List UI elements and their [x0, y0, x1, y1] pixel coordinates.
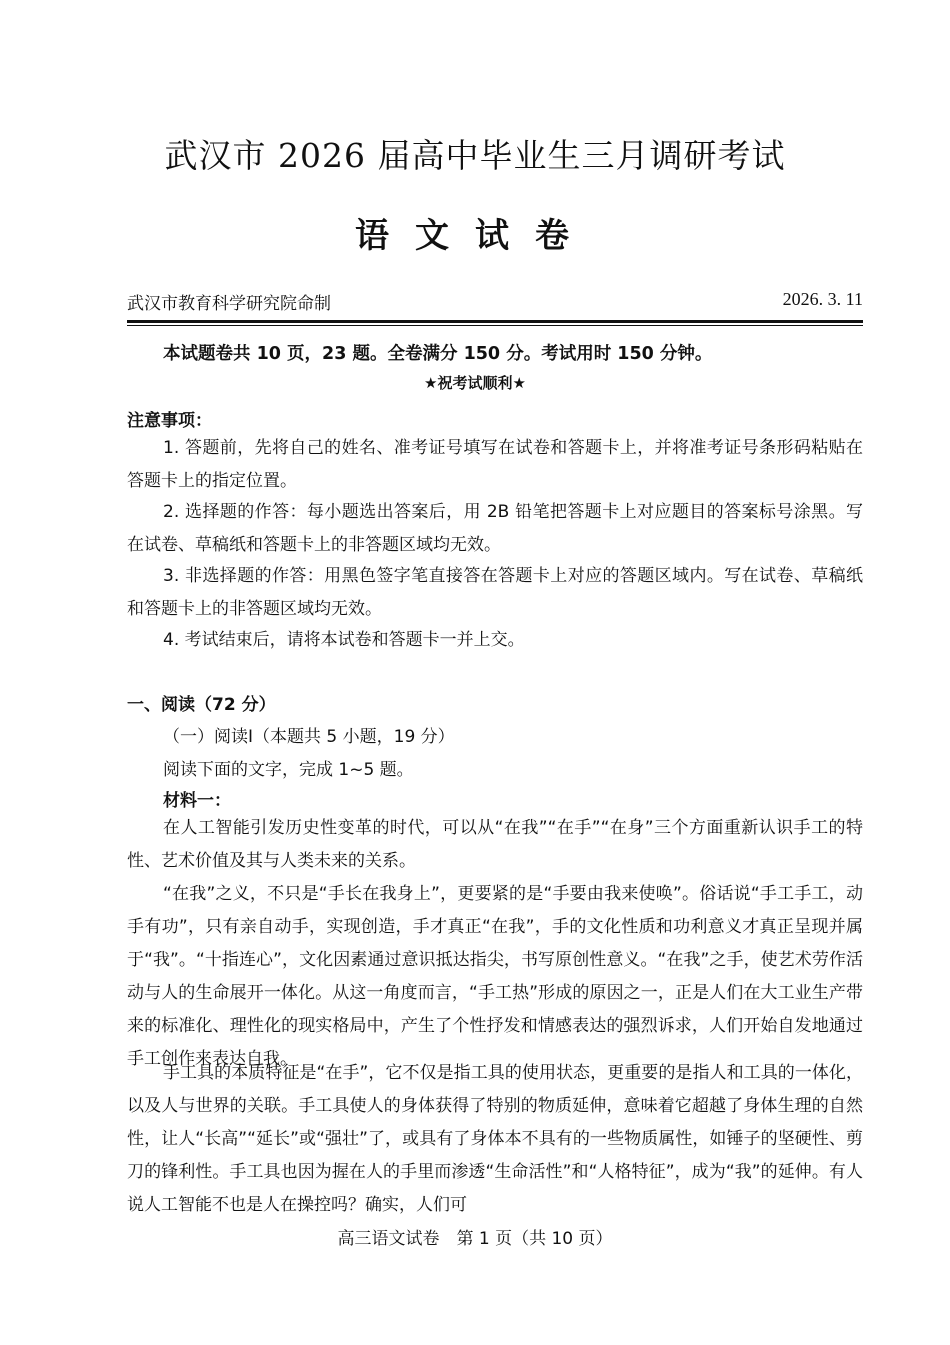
paragraph-1: 在人工智能引发历史性变革的时代，可以从“在我”“在手”“在身”三个方面重新认识手工的特性、艺术价值及其与人类未来的关系。: [127, 818, 863, 871]
header-rule-thin: [127, 325, 863, 326]
paragraph-2: “在我”之义，不只是“手长在我身上”，更要紧的是“手要由我来使唤”。俗话说“手工手工，动手有功”，只有亲自动手，实现创造，手才真正“在我”，手的文化性质和功利意义才真正呈现并属于“我”。“十指连心”，文化因素通过意识抵达指尖，书写原创性意义。“在我”之手，使艺术劳作活动与人的生命展开一体化。从这一角度而言，“手工热”形成的原因之一，正是人们在大工业生产带来的标准化、理性化的现实格局中，产生了个性抒发和情感表达的强烈诉求，人们开始自发地通过手工创作来表达自我。: [127, 884, 863, 1069]
note-item-3: 3. 非选择题的作答：用黑色签字笔直接答在答题卡上对应的答题区域内。写在试卷、草稿纸和答题卡上的非答题区域均无效。: [127, 566, 863, 619]
exam-info: 本试题卷共 10 页，23 题。全卷满分 150 分。考试用时 150 分钟。: [163, 344, 713, 364]
header-info-row: [127, 289, 863, 315]
good-luck-banner: ★祝考试顺利★: [424, 374, 526, 392]
page-footer: 高三语文试卷 第 1 页（共 10 页）: [337, 1229, 613, 1249]
section-heading: 一、阅读（72 分）: [127, 695, 276, 715]
exam-date: 2026. 3. 11: [782, 289, 863, 309]
subject-title: 语文试卷: [355, 216, 595, 256]
header-rule-thick: [127, 320, 863, 323]
material-label: 材料一：: [163, 791, 231, 811]
organization-label: 武汉市教育科学研究院命制: [127, 294, 331, 314]
paragraph-3: 手工具的本质特征是“在手”，它不仅是指工具的使用状态，更重要的是指人和工具的一体化，以及人与世界的关联。手工具使人的身体获得了特别的物质延伸，意味着它超越了身体生理的自然性，让人“长高”“延长”或“强壮”了，或具有了身体本不具有的一些物质属性，如锤子的坚硬性、剪刀的锋利性。手工具也因为握在人的手里而渗透“生命活性”和“人格特征”，成为“我”的延伸。有人说人工智能不也是人在操控吗？确实，人们可: [127, 1063, 863, 1215]
reading-instruction: 阅读下面的文字，完成 1~5 题。: [163, 760, 414, 780]
exam-title: 武汉市 2026 届高中毕业生三月调研考试: [164, 136, 786, 175]
note-item-1: 1. 答题前，先将自己的姓名、准考证号填写在试卷和答题卡上，并将准考证号条形码粘贴在答题卡上的指定位置。: [127, 438, 863, 491]
sub-section-heading: （一）阅读Ⅰ（本题共 5 小题，19 分）: [163, 727, 455, 747]
notes-title: 注意事项：: [127, 411, 212, 431]
note-item-2: 2. 选择题的作答：每小题选出答案后，用 2B 铅笔把答题卡上对应题目的答案标号涂黑。写在试卷、草稿纸和答题卡上的非答题区域均无效。: [127, 502, 863, 555]
note-item-4: 4. 考试结束后，请将本试卷和答题卡一并上交。: [163, 630, 525, 650]
